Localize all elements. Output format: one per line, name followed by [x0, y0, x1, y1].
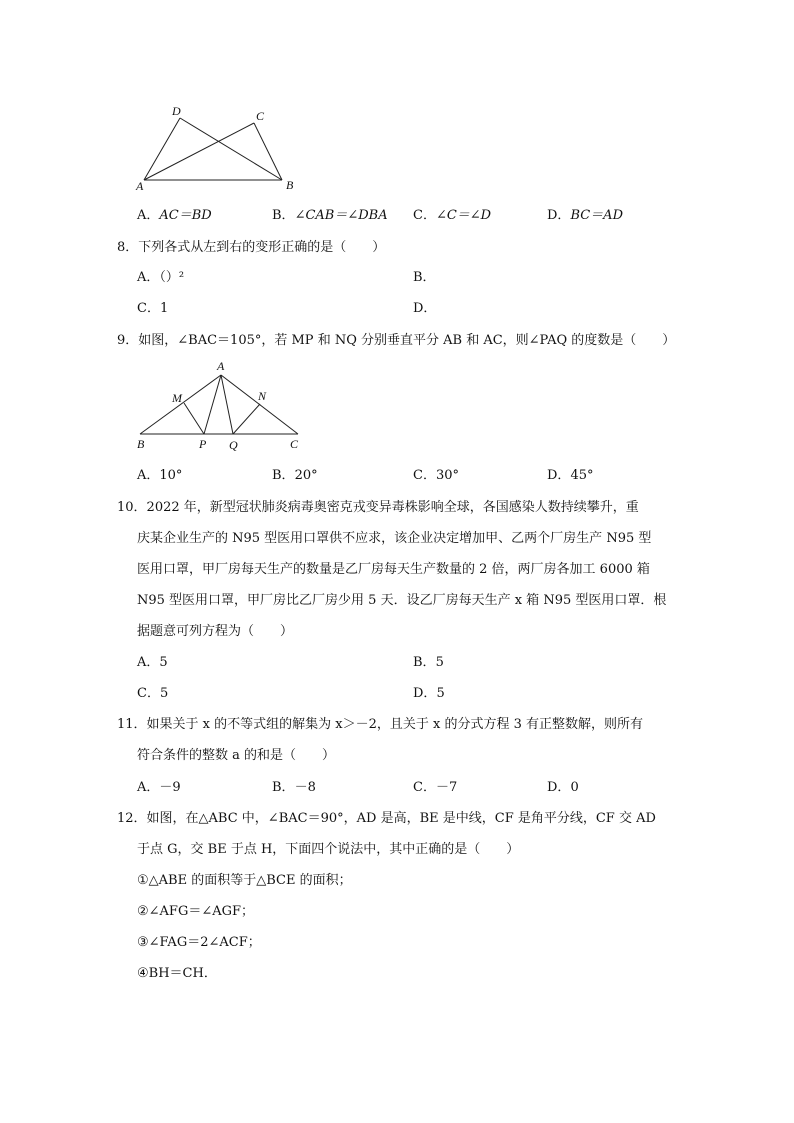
q10-line-5: 据题意可列方程为（ ） [137, 624, 294, 639]
q11-option-a: A．－9 [137, 780, 181, 795]
q9-label-c: C [290, 437, 299, 451]
q9-option-a: A．10° [137, 468, 183, 483]
q7-figure [132, 98, 302, 196]
q8-option-b: B． [413, 270, 436, 285]
q9-label-p: P [199, 437, 207, 451]
q9-option-b: B．20° [272, 468, 318, 483]
q10-line-3: 医用口罩，甲厂房每天生产的数量是乙厂房每天生产数量的 2 倍，两厂房各加工 6000 箱 [137, 562, 650, 577]
q9-label-a: A [217, 359, 225, 373]
q9-option-c: C．30° [413, 468, 459, 483]
q12-line-2: 于点 G，交 BE 于点 H，下面四个说法中，其中正确的是（ ） [137, 842, 520, 857]
q12-statement-1: ①△ABE 的面积等于△BCE 的面积； [137, 873, 352, 888]
q12-statement-4: ④BH＝CH． [137, 966, 217, 981]
q9-label-b: B [137, 437, 145, 451]
q8-option-c: C．1 [137, 301, 169, 316]
q8-stem: 8．下列各式从左到右的变形正确的是（ ） [117, 240, 386, 255]
q7-option-c: C．∠C＝∠D [413, 208, 492, 223]
q11-option-c: C．－7 [413, 780, 458, 795]
q9-option-d: D．45° [547, 468, 594, 483]
q7-label-a: A [136, 179, 144, 193]
q9-label-n: N [258, 389, 267, 403]
q12-statement-3: ③∠FAG＝2∠ACF； [137, 935, 261, 950]
q10-line-2: 庆某企业生产的 N95 型医用口罩供不应求，该企业决定增加甲、乙两个厂房生产 N95 型 [137, 531, 652, 546]
q7-label-b: B [286, 178, 294, 192]
q11-option-d: D．0 [547, 780, 579, 795]
q11-option-b: B．－8 [272, 780, 316, 795]
q9-stem: 9．如图，∠BAC＝105°，若 MP 和 NQ 分别垂直平分 AB 和 AC，则∠PAQ 的度数是（ ） [117, 333, 676, 348]
q12-statement-2: ②∠AFG＝∠AGF； [137, 904, 255, 919]
q7-option-d: D．BC＝AD [547, 208, 623, 223]
q9-diagram [132, 358, 312, 454]
q12-line-1: 12．如图，在△ABC 中，∠BAC＝90°，AD 是高，BE 是中线，CF 是角平分线，CF 交 AD [117, 811, 656, 826]
q11-line-1: 11．如果关于 x 的不等式组的解集为 x＞－2，且关于 x 的分式方程 3 有正整数解，则所有 [117, 717, 644, 732]
q10-option-a: A．5 [137, 655, 168, 670]
q10-option-b: B．5 [413, 655, 444, 670]
q8-option-a: A．（）² [137, 270, 185, 285]
q9-label-m: M [172, 391, 182, 405]
q9-figure [132, 358, 312, 454]
q8-option-d: D． [413, 301, 437, 316]
q10-line-4: N95 型医用口罩，甲厂房比乙厂房少用 5 天．设乙厂房每天生产 x 箱 N95 型医用口罩．根 [137, 593, 667, 608]
q10-option-c: C．5 [137, 686, 169, 701]
q7-option-b: B．∠CAB＝∠DBA [272, 208, 388, 223]
q7-label-d: D [172, 104, 181, 118]
q11-line-2: 符合条件的整数 a 的和是（ ） [137, 748, 336, 763]
q9-label-q: Q [229, 438, 238, 452]
q7-option-a: A．AC＝BD [137, 208, 212, 223]
q10-line-1: 10．2022 年，新型冠状肺炎病毒奥密克戎变异毒株影响全球，各国感染人数持续攀升，重 [117, 500, 639, 515]
q10-option-d: D．5 [413, 686, 445, 701]
q7-diagram [132, 98, 302, 196]
q7-label-c: C [256, 109, 265, 123]
